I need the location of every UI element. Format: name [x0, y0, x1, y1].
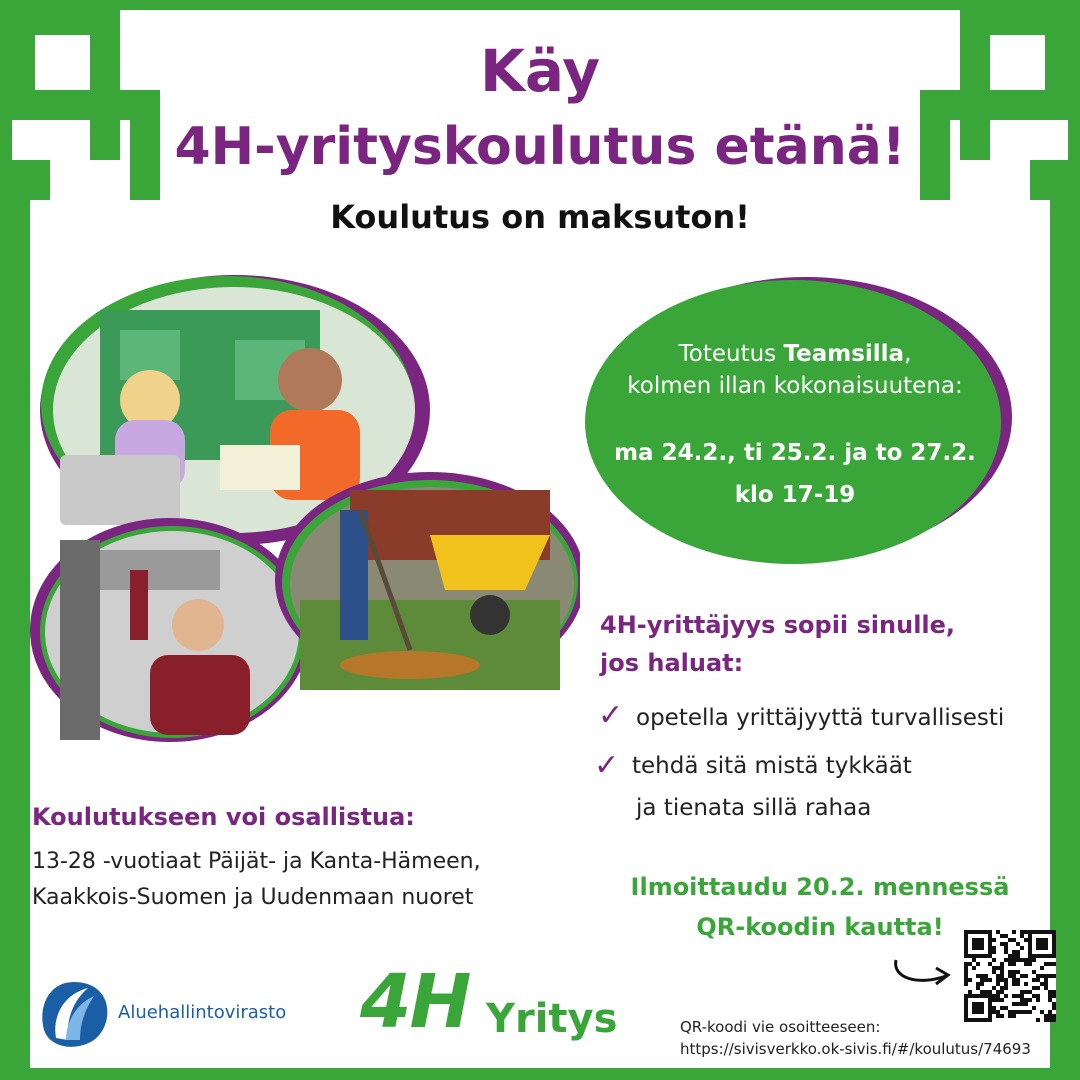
participants-line1: 13-28 -vuotiaat Päijät- ja Kanta-Hämeen,: [32, 849, 481, 874]
qr-module: [992, 938, 996, 942]
qr-module: [996, 994, 1000, 998]
qr-module: [1052, 954, 1056, 958]
qr-caption-url[interactable]: https://sivisverkko.ok-sivis.fi/#/koulutus/74693: [680, 1040, 1031, 1058]
qr-module: [1048, 1014, 1052, 1018]
fit-item-2-line2: ja tienata sillä rahaa: [636, 795, 872, 821]
fit-item-1: opetella yrittäjyyttä turvallisesti: [636, 705, 1005, 731]
qr-module: [1020, 974, 1024, 978]
qr-module: [1044, 978, 1048, 982]
qr-module: [1012, 1002, 1016, 1006]
qr-module: [996, 982, 1000, 986]
schedule-teams: Teamsilla: [783, 341, 905, 367]
qr-module: [1008, 962, 1012, 966]
qr-module: [988, 962, 992, 966]
qr-module: [1004, 950, 1008, 954]
signup-line1: Ilmoittaudu 20.2. mennessä: [630, 873, 1010, 901]
qr-module: [1000, 934, 1004, 938]
qr-module: [964, 946, 968, 950]
qr-module: [1008, 954, 1012, 958]
qr-module: [1004, 934, 1008, 938]
qr-module: [1008, 974, 1012, 978]
qr-module: [1012, 982, 1016, 986]
qr-module: [1000, 942, 1004, 946]
qr-module: [968, 990, 972, 994]
qr-module: [996, 990, 1000, 994]
qr-module: [996, 966, 1000, 970]
qr-module: [1036, 1018, 1040, 1022]
qr-module: [980, 1010, 984, 1014]
qr-module: [1044, 1018, 1048, 1022]
qr-module: [1012, 930, 1016, 934]
qr-module: [1020, 930, 1024, 934]
qr-module: [988, 954, 992, 958]
qr-module: [1028, 934, 1032, 938]
qr-module: [992, 966, 996, 970]
qr-module: [1040, 938, 1044, 942]
qr-module: [1008, 938, 1012, 942]
qr-module: [1012, 994, 1016, 998]
qr-module: [996, 1014, 1000, 1018]
qr-module: [988, 950, 992, 954]
qr-module: [1016, 978, 1020, 982]
qr-module: [988, 942, 992, 946]
qr-module: [972, 946, 976, 950]
qr-module: [1048, 930, 1052, 934]
qr-module: [1036, 942, 1040, 946]
qr-module: [1040, 954, 1044, 958]
qr-module: [964, 970, 968, 974]
qr-module: [1044, 942, 1048, 946]
qr-module: [980, 938, 984, 942]
qr-module: [964, 934, 968, 938]
participants-heading: Koulutukseen voi osallistua:: [32, 803, 415, 831]
qr-module: [1048, 974, 1052, 978]
qr-module: [1024, 958, 1028, 962]
qr-module: [964, 962, 968, 966]
qr-module: [1004, 942, 1008, 946]
qr-module: [976, 954, 980, 958]
qr-module: [1000, 986, 1004, 990]
qr-module: [968, 978, 972, 982]
qr-module: [988, 930, 992, 934]
qr-code[interactable]: [964, 930, 1056, 1022]
qr-module: [964, 998, 968, 1002]
qr-module: [988, 998, 992, 1002]
qr-module: [980, 990, 984, 994]
qr-module: [964, 1010, 968, 1014]
qr-module: [988, 990, 992, 994]
qr-module: [984, 930, 988, 934]
qr-module: [1052, 974, 1056, 978]
qr-module: [1044, 1014, 1048, 1018]
qr-module: [976, 994, 980, 998]
qr-module: [1032, 1006, 1036, 1010]
qr-module: [1048, 962, 1052, 966]
qr-module: [1036, 994, 1040, 998]
qr-module: [1032, 930, 1036, 934]
qr-module: [964, 982, 968, 986]
qr-module: [976, 1002, 980, 1006]
qr-module: [964, 1018, 968, 1022]
qr-module: [1000, 970, 1004, 974]
qr-module: [1000, 978, 1004, 982]
qr-module: [1052, 950, 1056, 954]
qr-module: [1016, 994, 1020, 998]
qr-module: [972, 1002, 976, 1006]
qr-module: [992, 998, 996, 1002]
qr-module: [992, 1010, 996, 1014]
qr-module: [1016, 954, 1020, 958]
qr-module: [1048, 1018, 1052, 1022]
qr-module: [1032, 970, 1036, 974]
qr-module: [992, 986, 996, 990]
qr-module: [1024, 930, 1028, 934]
qr-module: [1024, 962, 1028, 966]
schedule-dates: ma 24.2., ti 25.2. ja to 27.2.: [614, 440, 976, 466]
qr-module: [992, 950, 996, 954]
qr-module: [976, 938, 980, 942]
qr-module: [1040, 930, 1044, 934]
qr-module: [1032, 994, 1036, 998]
qr-module: [996, 978, 1000, 982]
qr-module: [1044, 962, 1048, 966]
qr-module: [976, 946, 980, 950]
qr-module: [996, 974, 1000, 978]
qr-module: [992, 970, 996, 974]
fourh-logo-word: Yritys: [486, 996, 618, 1042]
fit-heading-line2: jos haluat:: [600, 649, 744, 677]
qr-module: [1016, 958, 1020, 962]
photo-raking-leaves: [275, 472, 580, 690]
qr-module: [1012, 1014, 1016, 1018]
qr-module: [1052, 942, 1056, 946]
fourh-logo-mark: 4H: [360, 959, 470, 1045]
qr-module: [988, 934, 992, 938]
schedule-line2: kolmen illan kokonaisuutena:: [627, 373, 963, 399]
qr-module: [992, 946, 996, 950]
arrow-right-icon: [888, 952, 958, 992]
qr-module: [1052, 946, 1056, 950]
qr-module: [972, 930, 976, 934]
qr-module: [968, 954, 972, 958]
qr-module: [980, 1018, 984, 1022]
qr-module: [1028, 950, 1032, 954]
qr-module: [1048, 998, 1052, 1002]
title-line2: 4H-yrityskoulutus etänä!: [174, 117, 906, 177]
qr-module: [1044, 954, 1048, 958]
qr-module: [1004, 978, 1008, 982]
qr-module: [992, 1006, 996, 1010]
qr-module: [964, 930, 968, 934]
qr-module: [972, 1010, 976, 1014]
qr-module: [1012, 954, 1016, 958]
qr-caption-line1: QR-koodi vie osoitteeseen:: [680, 1018, 881, 1036]
qr-module: [996, 930, 1000, 934]
qr-module: [1024, 982, 1028, 986]
qr-module: [1044, 986, 1048, 990]
qr-module: [988, 978, 992, 982]
qr-module: [976, 942, 980, 946]
qr-module: [1036, 930, 1040, 934]
qr-module: [1052, 962, 1056, 966]
qr-module: [1032, 958, 1036, 962]
photo-collage: [20, 270, 580, 750]
qr-module: [1044, 946, 1048, 950]
qr-module: [1052, 994, 1056, 998]
qr-module: [1020, 990, 1024, 994]
qr-module: [980, 930, 984, 934]
qr-module: [1000, 998, 1004, 1002]
qr-module: [1028, 946, 1032, 950]
qr-module: [964, 950, 968, 954]
qr-module: [1032, 986, 1036, 990]
qr-module: [964, 954, 968, 958]
qr-module: [976, 930, 980, 934]
qr-module: [1008, 1010, 1012, 1014]
subtitle: Koulutus on maksuton!: [330, 198, 750, 236]
qr-module: [1012, 974, 1016, 978]
qr-module: [1052, 1018, 1056, 1022]
qr-module: [964, 974, 968, 978]
qr-module: [976, 1010, 980, 1014]
qr-module: [1024, 1010, 1028, 1014]
qr-module: [1052, 930, 1056, 934]
signup-line2: QR-koodin kautta!: [696, 913, 944, 941]
qr-module: [1032, 978, 1036, 982]
qr-module: [980, 1002, 984, 1006]
schedule-ellipse: [578, 272, 1018, 572]
qr-module: [1000, 962, 1004, 966]
qr-module: [1032, 954, 1036, 958]
qr-module: [980, 974, 984, 978]
qr-module: [1048, 954, 1052, 958]
qr-module: [1012, 970, 1016, 974]
qr-module: [1004, 958, 1008, 962]
qr-module: [972, 1006, 976, 1010]
qr-module: [968, 930, 972, 934]
qr-module: [1028, 958, 1032, 962]
qr-module: [1044, 974, 1048, 978]
qr-module: [1040, 946, 1044, 950]
qr-module: [972, 958, 976, 962]
qr-module: [976, 974, 980, 978]
qr-module: [984, 978, 988, 982]
qr-module: [1052, 990, 1056, 994]
qr-module: [988, 938, 992, 942]
schedule-line1-suffix: ,: [904, 341, 912, 367]
qr-module: [1020, 998, 1024, 1002]
qr-module: [964, 942, 968, 946]
qr-module: [1040, 982, 1044, 986]
qr-module: [1008, 970, 1012, 974]
qr-module: [1036, 946, 1040, 950]
qr-module: [1052, 1002, 1056, 1006]
qr-module: [1020, 958, 1024, 962]
schedule-line1: [582, 338, 1008, 370]
qr-module: [1040, 942, 1044, 946]
schedule-line1-prefix: Toteutus: [678, 341, 784, 367]
qr-module: [1036, 974, 1040, 978]
participants-line2: Kaakkois-Suomen ja Uudenmaan nuoret: [32, 885, 474, 910]
qr-module: [980, 942, 984, 946]
qr-module: [1012, 958, 1016, 962]
qr-module: [964, 966, 968, 970]
qr-module: [1004, 1006, 1008, 1010]
qr-module: [976, 962, 980, 966]
qr-module: [1048, 990, 1052, 994]
qr-module: [980, 946, 984, 950]
qr-module: [1016, 950, 1020, 954]
qr-module: [1020, 934, 1024, 938]
qr-module: [1016, 970, 1020, 974]
qr-module: [968, 1018, 972, 1022]
qr-module: [964, 994, 968, 998]
qr-module: [988, 946, 992, 950]
qr-module: [1024, 998, 1028, 1002]
schedule-time: klo 17-19: [734, 482, 856, 508]
qr-module: [964, 938, 968, 942]
qr-module: [1004, 986, 1008, 990]
qr-module: [1000, 1014, 1004, 1018]
fit-item-2-line1: tehdä sitä mistä tykkäät: [632, 753, 912, 779]
qr-module: [1036, 998, 1040, 1002]
qr-module: [1016, 1010, 1020, 1014]
fit-heading-line1: 4H-yrittäjyys sopii sinulle,: [600, 611, 956, 639]
qr-module: [1040, 966, 1044, 970]
qr-module: [964, 1014, 968, 1018]
qr-module: [984, 954, 988, 958]
qr-module: [988, 1002, 992, 1006]
qr-module: [1044, 982, 1048, 986]
qr-module: [1024, 1002, 1028, 1006]
qr-module: [1004, 994, 1008, 998]
qr-module: [980, 954, 984, 958]
qr-module: [996, 1010, 1000, 1014]
qr-module: [988, 1018, 992, 1022]
qr-module: [964, 1002, 968, 1006]
qr-module: [988, 994, 992, 998]
qr-module: [1012, 978, 1016, 982]
qr-module: [1004, 982, 1008, 986]
qr-module: [1004, 946, 1008, 950]
qr-module: [1020, 994, 1024, 998]
avi-logo-icon: [36, 978, 112, 1052]
qr-module: [1008, 958, 1012, 962]
qr-module: [976, 1006, 980, 1010]
qr-module: [1012, 938, 1016, 942]
qr-module: [964, 1006, 968, 1010]
qr-module: [976, 982, 980, 986]
qr-module: [972, 938, 976, 942]
qr-module: [1028, 954, 1032, 958]
qr-module: [1012, 1010, 1016, 1014]
checkmark-icon: ✓: [594, 748, 620, 783]
qr-module: [1012, 962, 1016, 966]
qr-module: [1016, 982, 1020, 986]
qr-module: [1020, 1010, 1024, 1014]
qr-module: [996, 998, 1000, 1002]
qr-module: [1052, 934, 1056, 938]
qr-module: [1020, 1002, 1024, 1006]
qr-module: [976, 986, 980, 990]
qr-module: [1000, 966, 1004, 970]
qr-module: [980, 982, 984, 986]
qr-module: [972, 942, 976, 946]
qr-module: [1048, 1010, 1052, 1014]
qr-module: [992, 994, 996, 998]
qr-module: [1036, 938, 1040, 942]
photo-window-cleaning: [30, 518, 310, 742]
qr-module: [988, 1010, 992, 1014]
qr-module: [1036, 986, 1040, 990]
qr-module: [1016, 1002, 1020, 1006]
qr-module: [964, 978, 968, 982]
qr-module: [1028, 942, 1032, 946]
qr-module: [988, 1006, 992, 1010]
qr-module: [1000, 974, 1004, 978]
qr-module: [1052, 1006, 1056, 1010]
qr-module: [1024, 938, 1028, 942]
qr-module: [992, 958, 996, 962]
qr-module: [984, 974, 988, 978]
qr-module: [972, 994, 976, 998]
qr-module: [968, 994, 972, 998]
qr-module: [1028, 938, 1032, 942]
qr-module: [968, 962, 972, 966]
qr-module: [980, 994, 984, 998]
qr-module: [980, 1006, 984, 1010]
qr-module: [1028, 998, 1032, 1002]
qr-module: [1044, 930, 1048, 934]
checkmark-icon: ✓: [598, 698, 624, 733]
qr-module: [1036, 978, 1040, 982]
qr-module: [1052, 938, 1056, 942]
qr-module: [1040, 974, 1044, 978]
title-line1: Käy: [479, 37, 601, 105]
qr-module: [1008, 1014, 1012, 1018]
qr-module: [1012, 950, 1016, 954]
qr-module: [1020, 946, 1024, 950]
qr-module: [984, 990, 988, 994]
qr-module: [1000, 990, 1004, 994]
qr-module: [1028, 930, 1032, 934]
qr-module: [988, 1014, 992, 1018]
qr-module: [972, 966, 976, 970]
qr-module: [1000, 1006, 1004, 1010]
qr-module: [1052, 1014, 1056, 1018]
qr-module: [972, 1018, 976, 1022]
qr-module: [980, 978, 984, 982]
qr-module: [984, 1018, 988, 1022]
qr-module: [1028, 1010, 1032, 1014]
qr-module: [1024, 974, 1028, 978]
qr-module: [976, 1018, 980, 1022]
qr-module: [984, 994, 988, 998]
qr-module: [1028, 962, 1032, 966]
qr-module: [1028, 990, 1032, 994]
qr-module: [1044, 938, 1048, 942]
qr-module: [972, 954, 976, 958]
qr-module: [1016, 942, 1020, 946]
qr-module: [1024, 990, 1028, 994]
qr-module: [1036, 954, 1040, 958]
avi-logo-text: Aluehallintovirasto: [118, 1002, 287, 1023]
qr-module: [1048, 994, 1052, 998]
qr-module: [1040, 1010, 1044, 1014]
